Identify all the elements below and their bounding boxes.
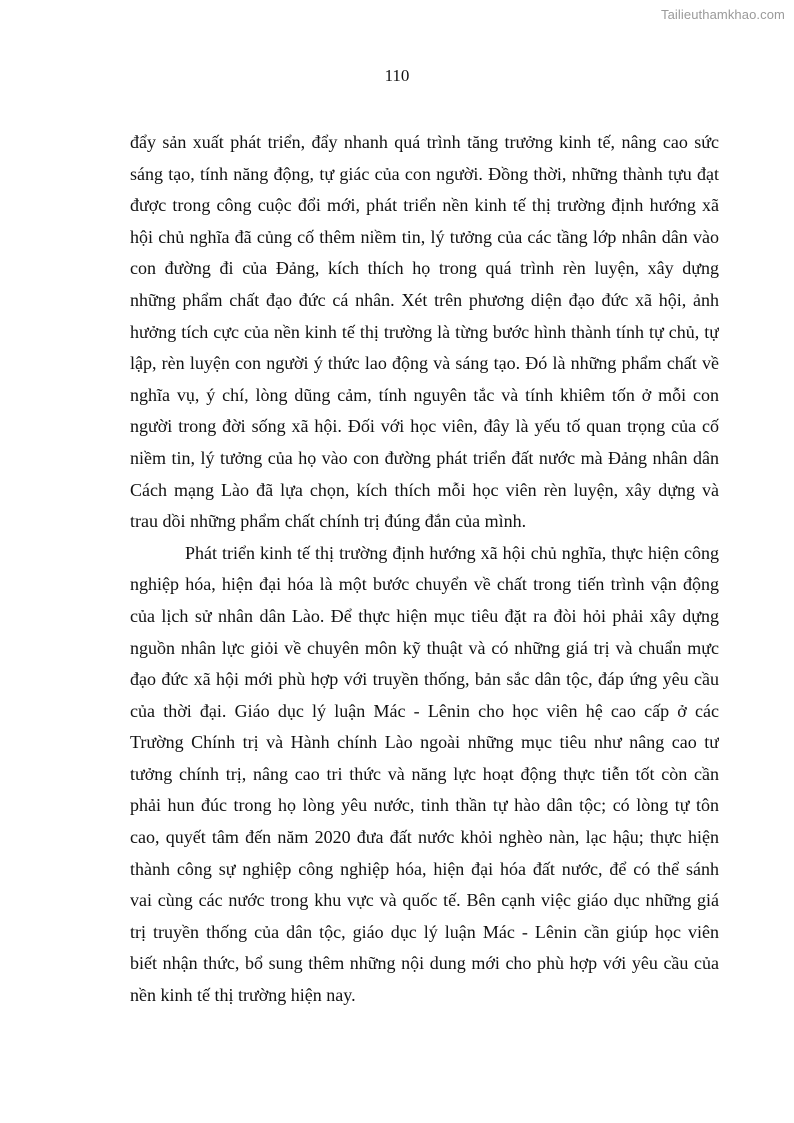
watermark-text: Tailieuthamkhao.com (660, 7, 785, 22)
text-line: niềm tin, lý tưởng của họ vào con đường phát triển đất nước mà Đảng nhân dân (130, 447, 719, 468)
page-number: 110 (384, 66, 410, 85)
text-line: trị truyền thống của dân tộc, giáo dục lý luận Mác - Lênin cần giúp học viên (130, 921, 719, 942)
text-line: sáng tạo, tính năng động, tự giác của con người. Đồng thời, những thành tựu đạt (130, 163, 719, 184)
text-line: Cách mạng Lào đã lựa chọn, kích thích mỗi học viên rèn luyện, xây dựng và (130, 479, 719, 500)
document-body (130, 127, 719, 1012)
text-line: hưởng tích cực của nền kinh tế thị trường là từng bước hình thành tính tự chủ, tự (130, 321, 719, 342)
text-line: đạo đức xã hội mới phù hợp với truyền thống, bản sắc dân tộc, đáp ứng yêu cầu (130, 669, 719, 690)
text-line: đẩy sản xuất phát triển, đẩy nhanh quá trình tăng trưởng kinh tế, nâng cao sức (130, 132, 719, 152)
text-line: Phát triển kinh tế thị trường định hướng xã hội chủ nghĩa, thực hiện công (185, 542, 719, 563)
text-line: lập, rèn luyện con người ý thức lao động và sáng tạo. Đó là những phẩm chất về (130, 353, 719, 374)
text-line: trau dồi những phẩm chất chính trị đúng đắn của mình. (130, 511, 527, 532)
text-line: được trong công cuộc đổi mới, phát triển nền kinh tế thị trường định hướng xã (130, 195, 719, 216)
text-line: nghĩa vụ, ý chí, lòng dũng cảm, tính nguyên tắc và tính khiêm tốn ở mỗi con (130, 384, 719, 405)
text-line: con đường đi của Đảng, kích thích họ trong quá trình rèn luyện, xây dựng (130, 258, 719, 279)
text-line: thành công sự nghiệp công nghiệp hóa, hiện đại hóa đất nước, để có thể sánh (130, 858, 719, 879)
paragraph-1 (130, 127, 719, 538)
text-line: hội chủ nghĩa đã củng cố thêm niềm tin, lý tưởng của các tầng lớp nhân dân vào (130, 226, 719, 247)
text-line: nghiệp hóa, hiện đại hóa là một bước chuyển về chất trong tiến trình vận động (130, 574, 719, 595)
paragraph-2 (130, 538, 719, 1012)
text-line: vai cùng các nước trong khu vực và quốc tế. Bên cạnh việc giáo dục những giá (130, 890, 719, 911)
text-line: Trường Chính trị và Hành chính Lào ngoài những mục tiêu như nâng cao tư (130, 732, 719, 753)
text-line: người trong đời sống xã hội. Đối với học viên, đây là yếu tố quan trọng của cố (130, 416, 719, 437)
text-line: cao, quyết tâm đến năm 2020 đưa đất nước khỏi nghèo nàn, lạc hậu; thực hiện (130, 827, 719, 848)
text-line: biết nhận thức, bổ sung thêm những nội dung mới cho phù hợp với yêu cầu của (130, 953, 719, 974)
text-line: tưởng chính trị, nâng cao tri thức và năng lực hoạt động thực tiễn tốt còn cần (130, 763, 719, 784)
text-line: của thời đại. Giáo dục lý luận Mác - Lênin cho học viên hệ cao cấp ở các (130, 700, 719, 721)
text-line: nguồn nhân lực giỏi về chuyên môn kỹ thuật và có những giá trị và chuẩn mực (130, 637, 719, 658)
text-line: những phẩm chất đạo đức cá nhân. Xét trên phương diện đạo đức xã hội, ảnh (130, 289, 719, 310)
text-line: của lịch sử nhân dân Lào. Để thực hiện mục tiêu đặt ra đòi hỏi phải xây dựng (130, 605, 719, 626)
text-line: phải hun đúc trong họ lòng yêu nước, tinh thần tự hào dân tộc; có lòng tự tôn (130, 795, 719, 816)
text-line: nền kinh tế thị trường hiện nay. (130, 985, 356, 1006)
